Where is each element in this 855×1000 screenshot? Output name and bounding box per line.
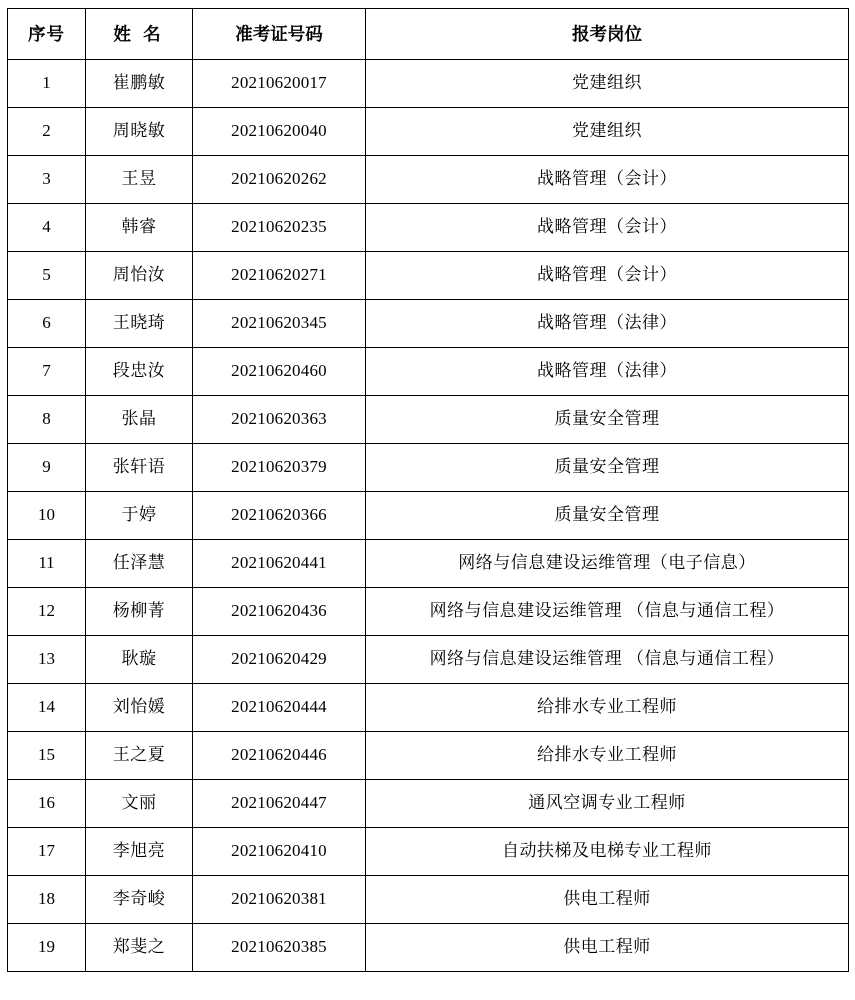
column-header-ticket-number: 准考证号码 (193, 9, 366, 60)
table-row (8, 108, 849, 156)
cell-post: 战略管理（会计） (366, 204, 849, 252)
table-row (8, 60, 849, 108)
cell-post: 质量安全管理 (366, 492, 849, 540)
cell-ticket-number: 20210620444 (193, 684, 366, 732)
cell-sequence: 18 (8, 876, 86, 924)
cell-sequence: 6 (8, 300, 86, 348)
table-row (8, 924, 849, 972)
cell-name: 耿璇 (86, 636, 193, 684)
cell-post: 质量安全管理 (366, 444, 849, 492)
cell-sequence: 4 (8, 204, 86, 252)
cell-post: 自动扶梯及电梯专业工程师 (366, 828, 849, 876)
cell-sequence: 12 (8, 588, 86, 636)
cell-ticket-number: 20210620385 (193, 924, 366, 972)
cell-name: 郑斐之 (86, 924, 193, 972)
cell-name: 李奇峻 (86, 876, 193, 924)
cell-post: 网络与信息建设运维管理（电子信息） (366, 540, 849, 588)
column-header-post: 报考岗位 (366, 9, 849, 60)
table-row (8, 396, 849, 444)
cell-name: 周晓敏 (86, 108, 193, 156)
cell-name: 周怡汝 (86, 252, 193, 300)
cell-sequence: 8 (8, 396, 86, 444)
cell-sequence: 11 (8, 540, 86, 588)
cell-post: 通风空调专业工程师 (366, 780, 849, 828)
cell-name: 张晶 (86, 396, 193, 444)
cell-name: 任泽慧 (86, 540, 193, 588)
cell-post: 网络与信息建设运维管理 （信息与通信工程） (366, 636, 849, 684)
cell-ticket-number: 20210620345 (193, 300, 366, 348)
cell-name: 韩睿 (86, 204, 193, 252)
cell-post: 战略管理（会计） (366, 252, 849, 300)
cell-sequence: 1 (8, 60, 86, 108)
table-row (8, 156, 849, 204)
table-row (8, 492, 849, 540)
cell-post: 给排水专业工程师 (366, 732, 849, 780)
table-header-row (8, 9, 849, 60)
cell-sequence: 16 (8, 780, 86, 828)
cell-name: 李旭亮 (86, 828, 193, 876)
cell-name: 崔鹏敏 (86, 60, 193, 108)
cell-ticket-number: 20210620040 (193, 108, 366, 156)
table-row (8, 732, 849, 780)
table-row (8, 444, 849, 492)
cell-ticket-number: 20210620379 (193, 444, 366, 492)
cell-sequence: 2 (8, 108, 86, 156)
cell-name: 段忠汝 (86, 348, 193, 396)
cell-ticket-number: 20210620441 (193, 540, 366, 588)
cell-ticket-number: 20210620460 (193, 348, 366, 396)
table-row (8, 876, 849, 924)
cell-post: 供电工程师 (366, 924, 849, 972)
cell-sequence: 3 (8, 156, 86, 204)
table-row (8, 204, 849, 252)
cell-post: 党建组织 (366, 60, 849, 108)
table-row (8, 540, 849, 588)
cell-ticket-number: 20210620235 (193, 204, 366, 252)
cell-post: 网络与信息建设运维管理 （信息与通信工程） (366, 588, 849, 636)
cell-sequence: 15 (8, 732, 86, 780)
cell-name: 王昱 (86, 156, 193, 204)
cell-sequence: 10 (8, 492, 86, 540)
cell-name: 王之夏 (86, 732, 193, 780)
table-row (8, 636, 849, 684)
table-row (8, 252, 849, 300)
cell-ticket-number: 20210620366 (193, 492, 366, 540)
table-row (8, 780, 849, 828)
cell-sequence: 14 (8, 684, 86, 732)
cell-post: 党建组织 (366, 108, 849, 156)
table-row (8, 684, 849, 732)
cell-name: 于婷 (86, 492, 193, 540)
cell-name: 刘怡媛 (86, 684, 193, 732)
cell-ticket-number: 20210620446 (193, 732, 366, 780)
cell-post: 战略管理（法律） (366, 348, 849, 396)
cell-ticket-number: 20210620262 (193, 156, 366, 204)
cell-sequence: 17 (8, 828, 86, 876)
table-row (8, 300, 849, 348)
column-header-name: 姓 名 (86, 9, 193, 60)
cell-ticket-number: 20210620429 (193, 636, 366, 684)
cell-post: 战略管理（法律） (366, 300, 849, 348)
cell-post: 供电工程师 (366, 876, 849, 924)
cell-post: 给排水专业工程师 (366, 684, 849, 732)
table-body (8, 60, 849, 972)
cell-post: 质量安全管理 (366, 396, 849, 444)
cell-ticket-number: 20210620447 (193, 780, 366, 828)
cell-sequence: 9 (8, 444, 86, 492)
cell-name: 文丽 (86, 780, 193, 828)
cell-ticket-number: 20210620436 (193, 588, 366, 636)
cell-ticket-number: 20210620381 (193, 876, 366, 924)
candidate-roster-table (7, 8, 849, 972)
cell-ticket-number: 20210620271 (193, 252, 366, 300)
cell-sequence: 13 (8, 636, 86, 684)
cell-sequence: 19 (8, 924, 86, 972)
cell-ticket-number: 20210620017 (193, 60, 366, 108)
table-row (8, 588, 849, 636)
cell-ticket-number: 20210620410 (193, 828, 366, 876)
table-row (8, 348, 849, 396)
cell-sequence: 5 (8, 252, 86, 300)
cell-ticket-number: 20210620363 (193, 396, 366, 444)
cell-name: 杨柳菁 (86, 588, 193, 636)
cell-name: 王晓琦 (86, 300, 193, 348)
cell-name: 张轩语 (86, 444, 193, 492)
column-header-sequence: 序号 (8, 9, 86, 60)
cell-sequence: 7 (8, 348, 86, 396)
table-row (8, 828, 849, 876)
cell-post: 战略管理（会计） (366, 156, 849, 204)
